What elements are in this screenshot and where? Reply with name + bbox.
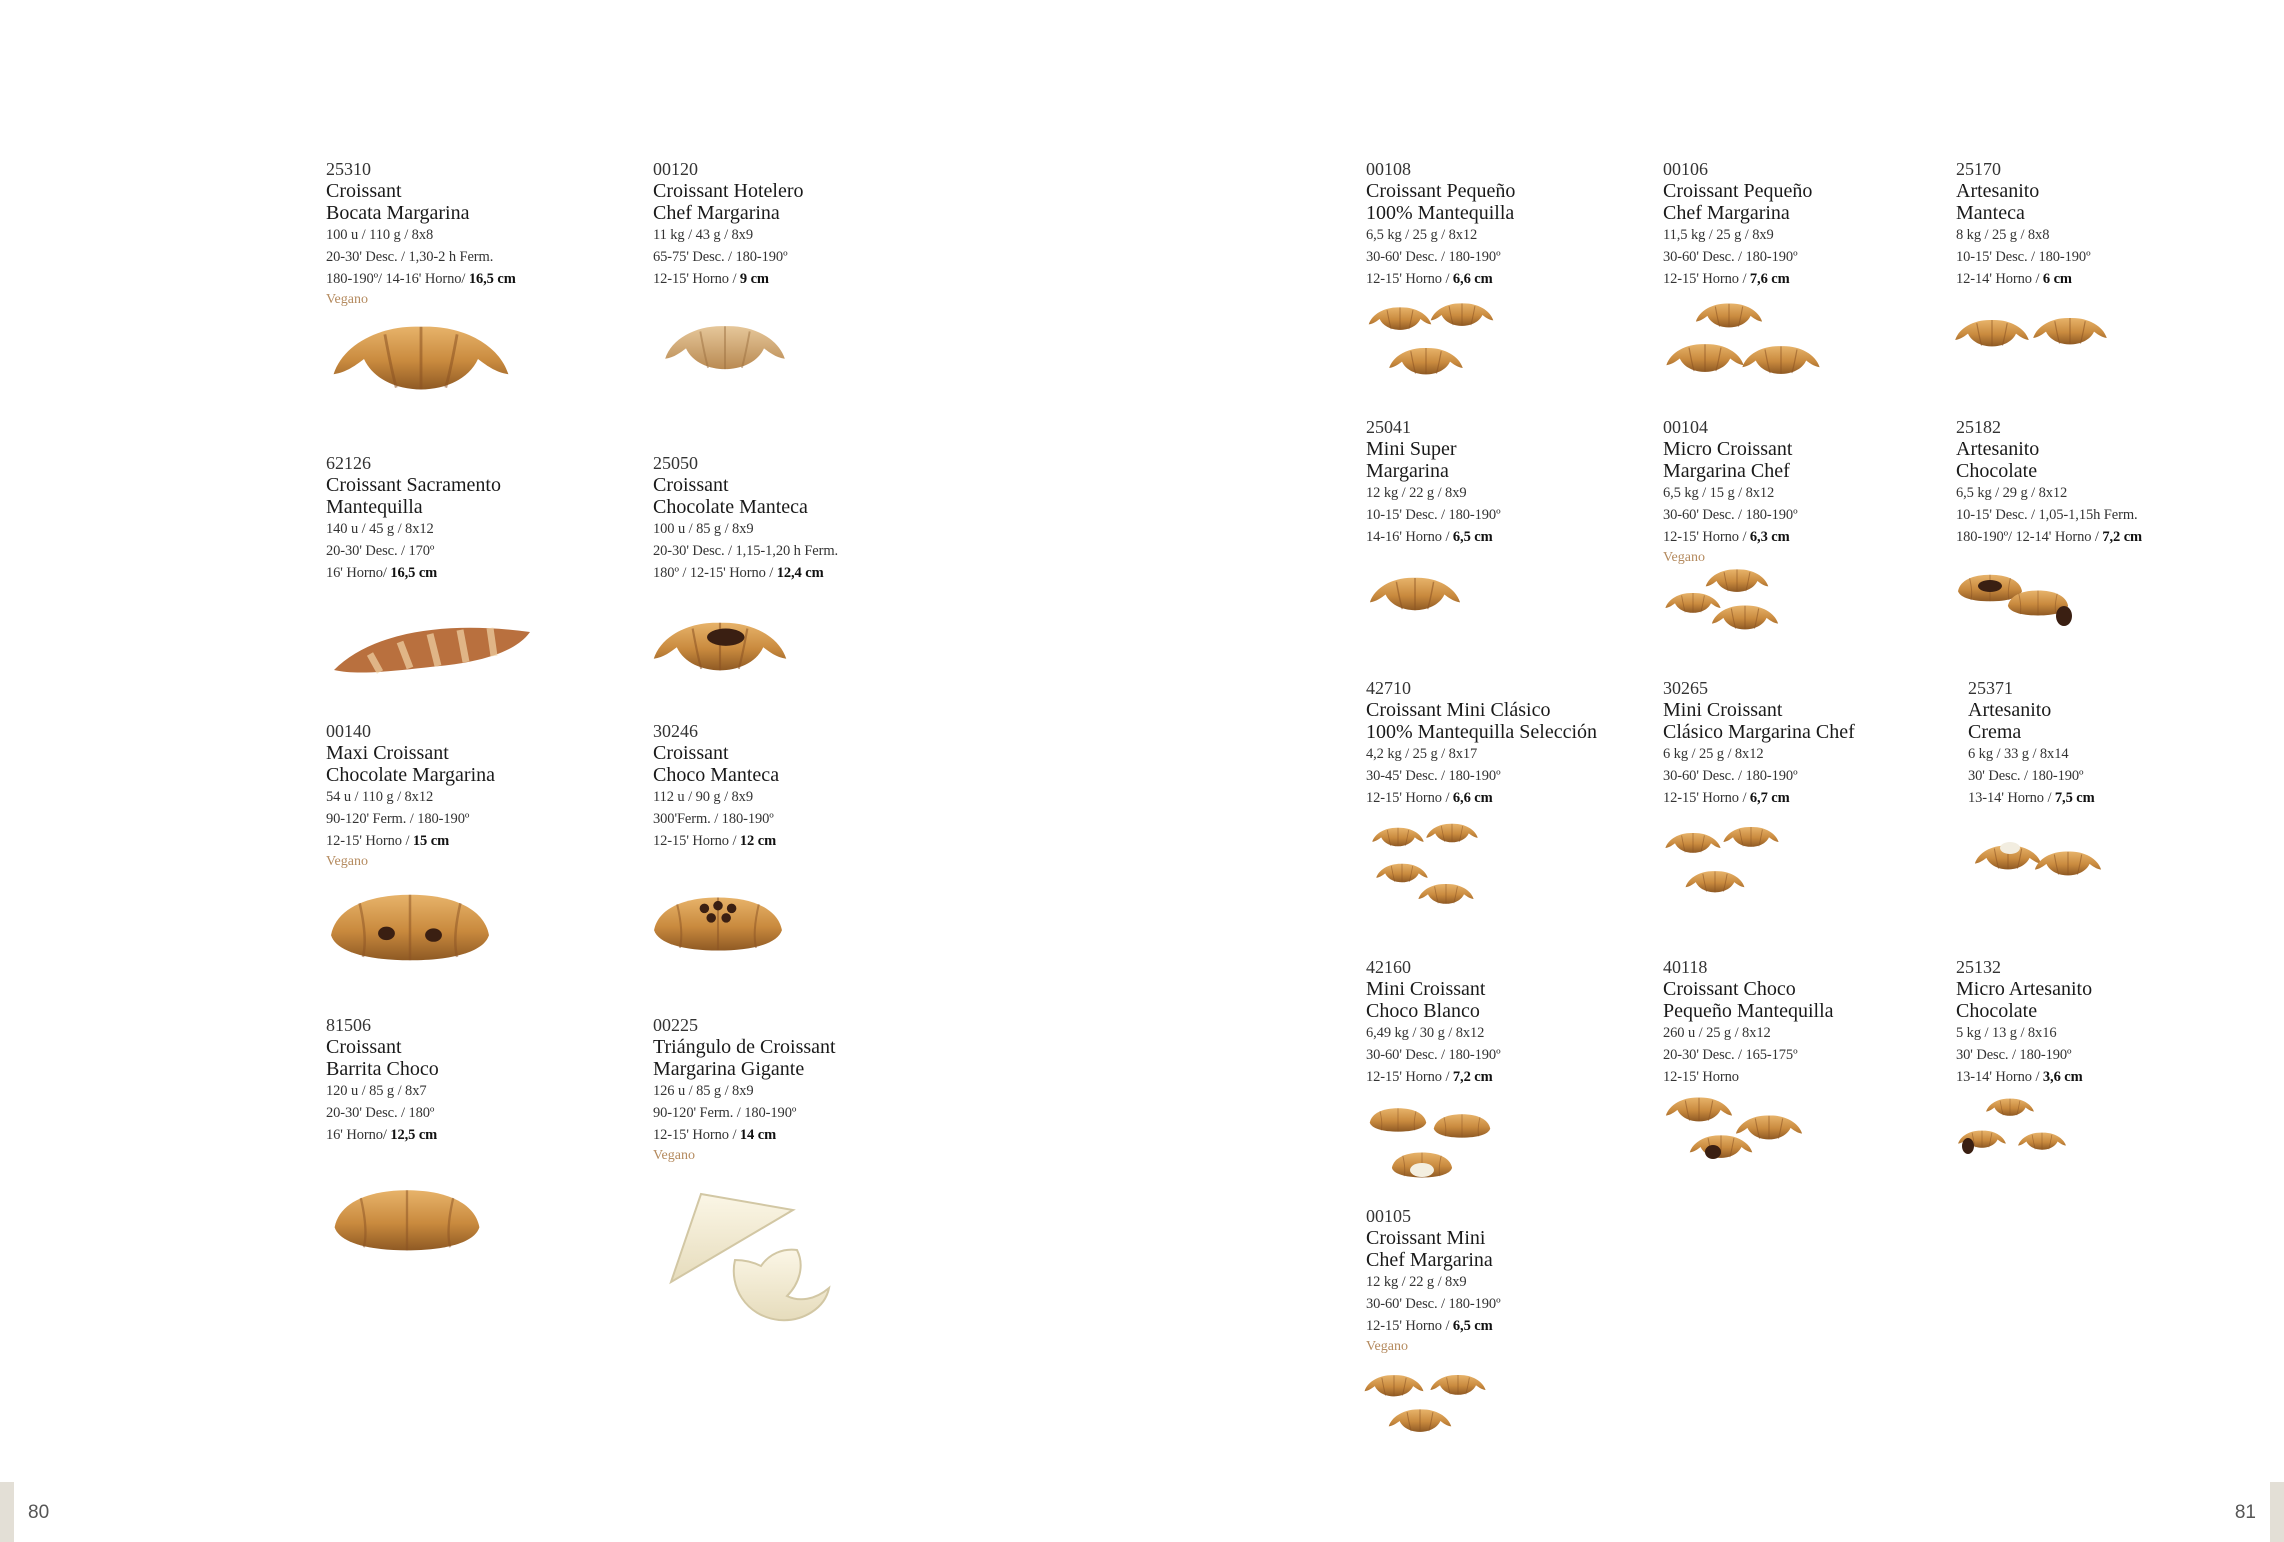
product-name-line: Croissant Choco <box>1663 978 1796 1000</box>
product-code: 42710 <box>1366 678 1411 698</box>
product-spec: 30' Desc. / 180-190º <box>1968 768 2084 784</box>
product-code: 00225 <box>653 1015 698 1035</box>
product-spec: 6 kg / 25 g / 8x12 <box>1663 746 1764 762</box>
product-name-line: Margarina Gigante <box>653 1058 805 1080</box>
product-spec: 16' Horno/ 12,5 cm <box>326 1127 438 1143</box>
product-spec: 30-60' Desc. / 180-190º <box>1366 249 1501 265</box>
product-spec: 90-120' Ferm. / 180-190º <box>326 811 470 827</box>
product-name-line: Croissant Sacramento <box>326 474 501 496</box>
product-name-line: Artesanito <box>1956 180 2040 202</box>
product-spec: 12-15' Horno / 6,5 cm <box>1366 1318 1493 1334</box>
product-name-line: Mantequilla <box>326 496 423 518</box>
page-number-right: 81 <box>2234 1502 2256 1523</box>
product-code: 25182 <box>1956 417 2001 437</box>
product-spec: 10-15' Desc. / 1,05-1,15h Ferm. <box>1956 507 2138 523</box>
product-spec: 6,5 kg / 29 g / 8x12 <box>1956 485 2068 501</box>
product-name-line: Pequeño Mantequilla <box>1663 1000 1834 1022</box>
vegan-label: Vegano <box>653 1148 695 1163</box>
product-spec: 90-120' Ferm. / 180-190º <box>653 1105 797 1121</box>
product-code: 42160 <box>1366 957 1411 977</box>
product-spec: 180-190º/ 12-14' Horno / 7,2 cm <box>1956 529 2143 545</box>
product-25041 <box>1366 416 1656 548</box>
product-81506 <box>326 1014 616 1146</box>
product-00105 <box>1366 1205 1656 1357</box>
product-spec: 112 u / 90 g / 8x9 <box>653 789 753 805</box>
product-name-line: Manteca <box>1956 202 2025 224</box>
product-image <box>326 310 516 410</box>
product-spec: 30-60' Desc. / 180-190º <box>1663 249 1798 265</box>
product-image <box>1366 564 1464 626</box>
product-name-line: Chocolate Manteca <box>653 496 808 518</box>
product-30246 <box>653 720 943 852</box>
product-image <box>650 872 786 972</box>
product-code: 25132 <box>1956 957 2001 977</box>
product-spec: 65-75' Desc. / 180-190º <box>653 249 788 265</box>
product-name-line: Croissant Pequeño <box>1366 180 1516 202</box>
product-spec: 12-15' Horno / 12 cm <box>653 833 777 849</box>
product-25132 <box>1956 956 2246 1088</box>
product-code: 00120 <box>653 159 698 179</box>
product-spec: 11,5 kg / 25 g / 8x9 <box>1663 227 1774 243</box>
product-name-line: Barrita Choco <box>326 1058 439 1080</box>
product-42710 <box>1366 677 1666 809</box>
product-spec: 30-60' Desc. / 180-190º <box>1366 1047 1501 1063</box>
product-00104 <box>1663 416 1953 568</box>
product-spec: 6 kg / 33 g / 8x14 <box>1968 746 2069 762</box>
product-spec: 12 kg / 22 g / 8x9 <box>1366 1274 1467 1290</box>
product-name-line: Maxi Croissant <box>326 742 449 764</box>
product-image <box>330 612 536 684</box>
product-code: 25371 <box>1968 678 2013 698</box>
product-code: 00105 <box>1366 1206 1411 1226</box>
product-name-line: 100% Mantequilla Selección <box>1366 721 1598 743</box>
product-name-line: Croissant Mini <box>1366 1227 1486 1249</box>
product-name-line: Mini Super <box>1366 438 1457 460</box>
product-spec: 260 u / 25 g / 8x12 <box>1663 1025 1771 1041</box>
product-name-line: Artesanito <box>1968 699 2052 721</box>
product-name-line: Triángulo de Croissant <box>653 1036 836 1058</box>
product-25050 <box>653 452 943 584</box>
vegan-label: Vegano <box>1366 1339 1408 1354</box>
product-spec: 6,5 kg / 25 g / 8x12 <box>1366 227 1478 243</box>
product-name-line: Chocolate Margarina <box>326 764 496 786</box>
product-spec: 30' Desc. / 180-190º <box>1956 1047 2072 1063</box>
product-image <box>1362 1370 1498 1444</box>
product-00140 <box>326 720 616 872</box>
product-image <box>1366 1104 1496 1194</box>
product-name-line: Croissant <box>326 180 402 202</box>
product-name-line: Chef Margarina <box>1366 1249 1493 1271</box>
product-spec: 126 u / 85 g / 8x9 <box>653 1083 754 1099</box>
product-image <box>1952 310 2108 370</box>
product-code: 25041 <box>1366 417 1411 437</box>
product-spec: 12-15' Horno / 15 cm <box>326 833 450 849</box>
product-name-line: Choco Blanco <box>1366 1000 1480 1022</box>
product-image <box>1972 836 2104 908</box>
product-name-line: Chocolate <box>1956 460 2038 482</box>
product-25170 <box>1956 158 2246 290</box>
product-00106 <box>1663 158 1953 290</box>
product-30265 <box>1663 677 1953 809</box>
product-62126 <box>326 452 616 584</box>
product-name-line: Clásico Margarina Chef <box>1663 721 1855 743</box>
product-image <box>1663 566 1793 640</box>
product-25310 <box>326 158 616 310</box>
product-name-line: Micro Artesanito <box>1956 978 2093 1000</box>
product-name-line: Croissant Pequeño <box>1663 180 1813 202</box>
product-spec: 30-45' Desc. / 180-190º <box>1366 768 1501 784</box>
product-spec: 12-15' Horno / 6,6 cm <box>1366 271 1493 287</box>
product-spec: 30-60' Desc. / 180-190º <box>1663 768 1798 784</box>
product-code: 25310 <box>326 159 371 179</box>
product-spec: 20-30' Desc. / 165-175º <box>1663 1047 1798 1063</box>
product-spec: 6,5 kg / 15 g / 8x12 <box>1663 485 1775 501</box>
product-spec: 12-15' Horno / 6,6 cm <box>1366 790 1493 806</box>
product-image <box>1366 815 1486 921</box>
product-code: 00108 <box>1366 159 1411 179</box>
product-spec: 12-15' Horno / 6,3 cm <box>1663 529 1790 545</box>
product-code: 30246 <box>653 721 698 741</box>
product-code: 00104 <box>1663 417 1708 437</box>
product-code: 00106 <box>1663 159 1708 179</box>
product-code: 62126 <box>326 453 371 473</box>
product-image <box>1663 300 1823 396</box>
product-spec: 13-14' Horno / 3,6 cm <box>1956 1069 2083 1085</box>
page-number-left: 80 <box>28 1502 50 1523</box>
product-spec: 11 kg / 43 g / 8x9 <box>653 227 753 243</box>
product-spec: 20-30' Desc. / 1,30-2 h Ferm. <box>326 249 494 265</box>
product-spec: 10-15' Desc. / 180-190º <box>1366 507 1501 523</box>
product-image <box>330 1168 484 1268</box>
product-image <box>1663 1094 1809 1172</box>
product-spec: 5 kg / 13 g / 8x16 <box>1956 1025 2057 1041</box>
product-name-line: Chocolate <box>1956 1000 2038 1022</box>
page-edge-left <box>0 1482 14 1542</box>
product-40118 <box>1663 956 1953 1088</box>
product-name-line: Mini Croissant <box>1366 978 1486 1000</box>
product-image <box>648 605 792 691</box>
product-spec: 16' Horno/ 16,5 cm <box>326 565 438 581</box>
product-spec: 12-15' Horno / 7,2 cm <box>1366 1069 1493 1085</box>
product-spec: 120 u / 85 g / 8x7 <box>326 1083 427 1099</box>
product-code: 25170 <box>1956 159 2001 179</box>
product-image <box>1366 300 1506 394</box>
product-image <box>660 308 790 390</box>
product-spec: 13-14' Horno / 7,5 cm <box>1968 790 2095 806</box>
product-code: 40118 <box>1663 957 1708 977</box>
product-name-line: Croissant <box>653 742 729 764</box>
product-spec: 12 kg / 22 g / 8x9 <box>1366 485 1467 501</box>
product-spec: 20-30' Desc. / 180º <box>326 1105 435 1121</box>
product-spec: 20-30' Desc. / 1,15-1,20 h Ferm. <box>653 543 839 559</box>
product-42160 <box>1366 956 1656 1088</box>
product-name-line: Margarina <box>1366 460 1449 482</box>
product-code: 30265 <box>1663 678 1708 698</box>
product-spec: 100 u / 85 g / 8x9 <box>653 521 754 537</box>
product-spec: 12-15' Horno / 14 cm <box>653 1127 777 1143</box>
product-spec: 10-15' Desc. / 180-190º <box>1956 249 2091 265</box>
page-edge-right <box>2270 1482 2284 1542</box>
product-image <box>665 1190 840 1332</box>
product-name-line: Croissant <box>653 474 729 496</box>
product-code: 00140 <box>326 721 371 741</box>
product-code: 25050 <box>653 453 698 473</box>
product-spec: 12-15' Horno / 9 cm <box>653 271 769 287</box>
product-spec: 300'Ferm. / 180-190º <box>653 811 774 827</box>
product-image <box>326 878 494 972</box>
product-00108 <box>1366 158 1656 290</box>
product-name-line: Croissant <box>326 1036 402 1058</box>
product-name-line: Crema <box>1968 721 2022 743</box>
product-name-line: Croissant Hotelero <box>653 180 804 202</box>
product-spec: 30-60' Desc. / 180-190º <box>1663 507 1798 523</box>
product-00225 <box>653 1014 943 1166</box>
product-spec: 30-60' Desc. / 180-190º <box>1366 1296 1501 1312</box>
product-name-line: Bocata Margarina <box>326 202 470 224</box>
product-spec: 180-190º/ 14-16' Horno/ 16,5 cm <box>326 271 516 287</box>
product-name-line: Chef Margarina <box>1663 202 1790 224</box>
product-spec: 6,49 kg / 30 g / 8x12 <box>1366 1025 1485 1041</box>
product-spec: 12-15' Horno / 6,7 cm <box>1663 790 1790 806</box>
product-name-line: Mini Croissant <box>1663 699 1783 721</box>
product-name-line: Croissant Mini Clásico <box>1366 699 1551 721</box>
product-25182 <box>1956 416 2246 548</box>
product-image <box>1956 570 2072 644</box>
vegan-label: Vegano <box>1663 550 1705 565</box>
product-25371 <box>1968 677 2258 809</box>
product-00120 <box>653 158 943 290</box>
product-spec: 12-15' Horno / 7,6 cm <box>1663 271 1790 287</box>
product-name-line: Artesanito <box>1956 438 2040 460</box>
product-spec: 100 u / 110 g / 8x8 <box>326 227 434 243</box>
product-code: 81506 <box>326 1015 371 1035</box>
product-spec: 180º / 12-15' Horno / 12,4 cm <box>653 565 824 581</box>
product-spec: 20-30' Desc. / 170º <box>326 543 435 559</box>
product-name-line: 100% Mantequilla <box>1366 202 1515 224</box>
product-name-line: Margarina Chef <box>1663 460 1790 482</box>
product-image <box>1956 1096 2070 1170</box>
product-spec: 12-15' Horno <box>1663 1069 1739 1085</box>
product-name-line: Chef Margarina <box>653 202 780 224</box>
product-spec: 54 u / 110 g / 8x12 <box>326 789 434 805</box>
product-spec: 140 u / 45 g / 8x12 <box>326 521 434 537</box>
product-spec: 8 kg / 25 g / 8x8 <box>1956 227 2050 243</box>
product-spec: 12-14' Horno / 6 cm <box>1956 271 2072 287</box>
product-name-line: Choco Manteca <box>653 764 780 786</box>
vegan-label: Vegano <box>326 854 368 869</box>
product-spec: 14-16' Horno / 6,5 cm <box>1366 529 1493 545</box>
product-spec: 4,2 kg / 25 g / 8x17 <box>1366 746 1478 762</box>
product-name-line: Micro Croissant <box>1663 438 1793 460</box>
product-image <box>1663 818 1783 916</box>
vegan-label: Vegano <box>326 292 368 307</box>
